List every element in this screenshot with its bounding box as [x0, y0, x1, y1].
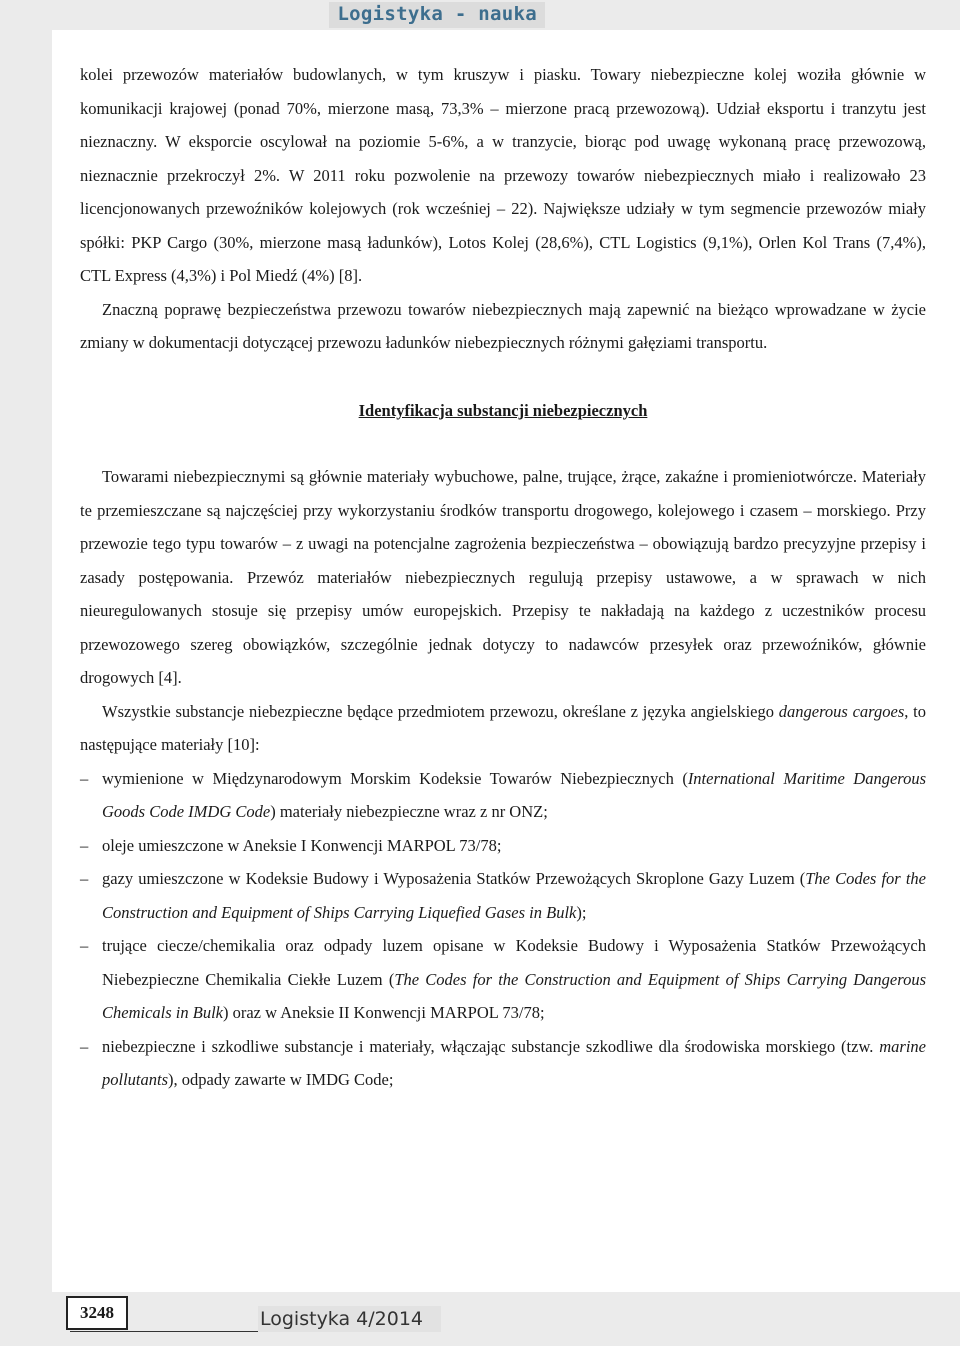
page-number: 3248 — [66, 1296, 128, 1330]
list-item — [80, 762, 926, 829]
list-item-text-end: ), odpady zawarte w IMDG Code; — [168, 1070, 394, 1089]
list-item-text: oleje umieszczone w Aneksie I Konwencji MARPOL 73/78; — [102, 835, 502, 855]
list-item-text-end: ) oraz w Aneksie II Konwencji MARPOL 73/78; — [222, 1003, 545, 1022]
paragraph: Towarami niebezpiecznymi są głównie materiały wybuchowe, palne, trujące, żrące, zakaźne i promieniotwórcze. Materiały te przemieszczane są najczęściej przy wykorzystaniu środków transportu drogowego, kolejowego i czasem – morskiego. Przy przewozie tego typu towarów – z uwagi na potencjalne zagrożenia bezpieczeństwa – obowiązują bardzo precyzyjne przepisy i zasady postępowania. Przewóz materiałów niebezpiecznych regulują przepisy ustawowe, a w sprawach w nich nieuregulowanych stosuje się przepisy umów europejskich. Przepisy te nakładają na każdego z uczestników procesu przewozowego szereg obowiązków, szczególnie jednak dotyczy to nadawców przesyłek oraz przewoźników, głównie drogowych [4]. — [80, 467, 926, 687]
substance-list — [80, 762, 926, 1097]
dash-bullet: – — [80, 768, 89, 788]
dash-bullet: – — [80, 869, 89, 888]
list-item — [80, 862, 926, 929]
list-item-text-end: ); — [576, 902, 587, 922]
list-item-italic: International Maritime Dangerous Goods Code IMDG Code — [102, 768, 926, 821]
list-item — [80, 1030, 926, 1097]
section-heading: Identyfikacja substancji niebezpiecznych — [358, 400, 648, 420]
list-item-text: wymienione w Międzynarodowym Morskim Kodeksie Towarów Niebezpiecznych ( — [102, 768, 688, 788]
paragraph: Znaczną poprawę bezpieczeństwa przewozu towarów niebezpiecznych mają zapewnić na bieżąco wprowadzane w życie zmiany w dokumentacji dotyczącej przewozu ładunków niebezpiecznych różnymi gałęziami transportu. — [80, 299, 926, 352]
list-item-text-end: ) materiały niebezpieczne wraz z nr ONZ; — [270, 802, 548, 821]
dash-bullet: – — [80, 936, 89, 955]
dash-bullet: – — [80, 1036, 89, 1056]
list-item-text: gazy umieszczone w Kodeksie Budowy i Wyposażenia Statków Przewożących Skroplone Gazy Luzem ( — [102, 869, 806, 888]
list-item-italic: The Codes for the Construction and Equipment of Ships Carrying Liquefied Gases in Bulk — [102, 869, 926, 922]
running-header: Logistyka - nauka — [329, 2, 545, 28]
footer-rule — [70, 1331, 260, 1332]
dash-bullet: – — [80, 835, 89, 855]
list-item-italic: The Codes for the Construction and Equipment of Ships Carrying Dangerous Chemicals in Bulk — [102, 969, 926, 1022]
list-intro — [80, 695, 926, 762]
list-intro-text: Wszystkie substancje niebezpieczne będące przedmiotem przewozu, określane z języka angielskiego — [102, 701, 779, 721]
list-item-text: niebezpieczne i szkodliwe substancje i materiały, włączając substancje szkodliwe dla środowiska morskiego (tzw. — [102, 1036, 880, 1056]
list-item-text: trujące ciecze/chemikalia oraz odpady luzem opisane w Kodeksie Budowy i Wyposażenia Statków Przewożących Niebezpieczne Chemikalia Ciekłe Luzem ( — [102, 936, 926, 989]
list-item — [80, 829, 926, 863]
list-item-italic: marine pollutants — [102, 1036, 926, 1089]
journal-issue: Logistyka 4/2014 — [258, 1306, 441, 1332]
list-intro-italic: dangerous cargoes — [778, 701, 905, 721]
paragraph: kolei przewozów materiałów budowlanych, w tym kruszyw i piasku. Towary niebezpieczne kolej woziła głównie w komunikacji krajowej (ponad 70%, mierzone masą, 73,3% – mierzone pracą przewozową). Udział eksportu i tranzytu jest nieznaczny. W eksporcie oscylował na poziomie 5-6%, a w tranzycie, biorąc pod uwagę wykonaną pracę przewozową, nieznacznie przekroczył 2%. W 2011 roku pozwolenie na przewozy towarów niebezpiecznych miało i realizowało 23 licencjonowanych przewoźników kolejowych (rok wcześniej – 22). Największe udziały w tym segmencie przewozów miały spółki: PKP Cargo (30%, mierzone masą ładunków), Lotos Kolej (28,6%), CTL Logistics (9,1%), Orlen Kol Trans (7,4%), CTL Express (4,3%) i Pol Miedź (4%) [8]. — [80, 65, 926, 285]
list-item — [80, 929, 926, 1030]
article-body — [80, 58, 926, 1097]
list-intro-text-end: , to następujące materiały [10]: — [80, 701, 926, 754]
